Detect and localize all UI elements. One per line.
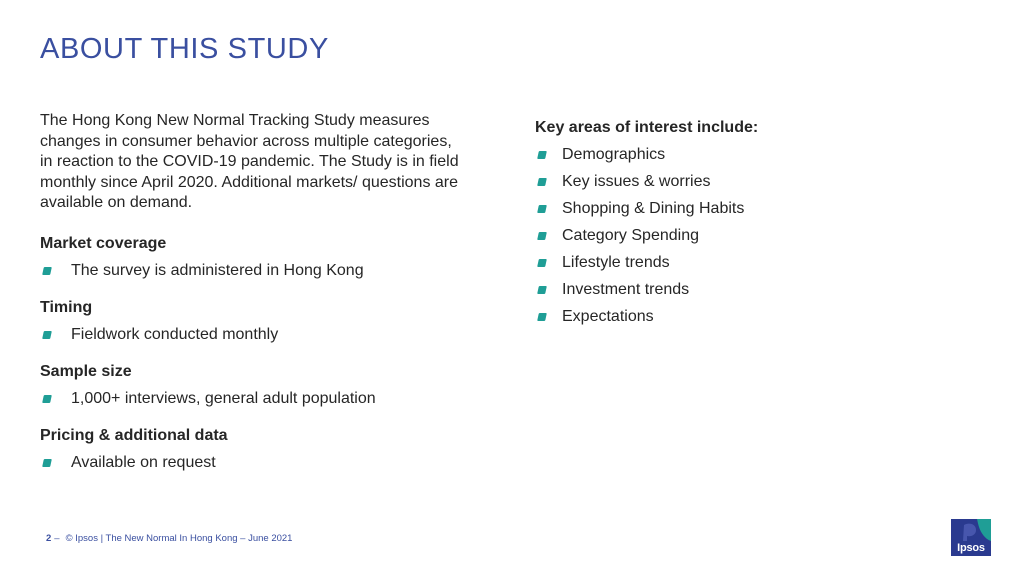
- section-market-coverage: [40, 234, 505, 281]
- bullet-icon: [537, 286, 547, 294]
- section-pricing: [40, 426, 505, 473]
- list-item: [40, 325, 505, 345]
- section-timing: [40, 298, 505, 345]
- footer-dash: –: [54, 533, 60, 544]
- footer-text: © Ipsos | The New Normal In Hong Kong – June 2021: [65, 533, 293, 544]
- list-item-text: Shopping & Dining Habits: [562, 200, 745, 217]
- list-item: [535, 171, 935, 193]
- bullet-icon: [537, 313, 547, 321]
- bullet-icon: [537, 259, 547, 267]
- section-title: Timing: [40, 298, 93, 316]
- logo-text: Ipsos: [957, 542, 985, 554]
- study-description-column: [40, 111, 505, 473]
- list-item: [40, 389, 505, 409]
- intro-line: available on demand.: [40, 194, 193, 211]
- bullet-icon: [537, 232, 547, 240]
- list-item-text: Expectations: [562, 308, 654, 325]
- intro-line: changes in consumer behavior across multiple categories,: [40, 132, 452, 150]
- bullet-icon: [537, 151, 547, 159]
- intro-line: in reaction to the COVID-19 pandemic. The Study is in field: [40, 153, 459, 170]
- page-title: ABOUT THIS STUDY: [40, 33, 329, 65]
- list-item: [535, 306, 935, 328]
- list-item-text: Key issues & worries: [562, 173, 711, 190]
- bullet-icon: [42, 395, 52, 403]
- list-item-text: Available on request: [71, 453, 216, 471]
- list-item: [535, 279, 935, 301]
- intro-line: The Hong Kong New Normal Tracking Study measures: [40, 112, 430, 129]
- list-item: [535, 252, 935, 274]
- page-number: 2: [46, 533, 52, 544]
- bullet-icon: [537, 205, 547, 213]
- section-title: Market coverage: [40, 234, 167, 252]
- list-item-text: Demographics: [562, 146, 666, 163]
- list-item: [40, 453, 505, 473]
- bullet-icon: [537, 178, 547, 186]
- intro-paragraph: [40, 111, 505, 214]
- bullet-icon: [42, 331, 52, 339]
- section-title: Pricing & additional data: [40, 426, 228, 444]
- list-item: [40, 261, 505, 281]
- section-sample-size: [40, 362, 505, 409]
- list-item: [535, 144, 935, 166]
- list-item-text: 1,000+ interviews, general adult population: [71, 389, 376, 407]
- bullet-icon: [42, 267, 52, 275]
- section-title: Sample size: [40, 362, 132, 380]
- list-item-text: Lifestyle trends: [562, 254, 670, 271]
- key-areas-column: [535, 117, 935, 328]
- list-item-text: Fieldwork conducted monthly: [71, 325, 279, 343]
- list-item-text: Investment trends: [562, 281, 690, 298]
- list-item-text: Category Spending: [562, 227, 699, 244]
- bullet-icon: [42, 459, 52, 467]
- intro-line: monthly since April 2020. Additional markets/ questions are: [40, 173, 459, 191]
- list-item: [535, 198, 935, 220]
- key-areas-title: Key areas of interest include:: [535, 119, 759, 136]
- list-item-text: The survey is administered in Hong Kong: [71, 261, 364, 279]
- footer: [46, 533, 292, 544]
- list-item: [535, 225, 935, 247]
- ipsos-logo: [951, 519, 991, 556]
